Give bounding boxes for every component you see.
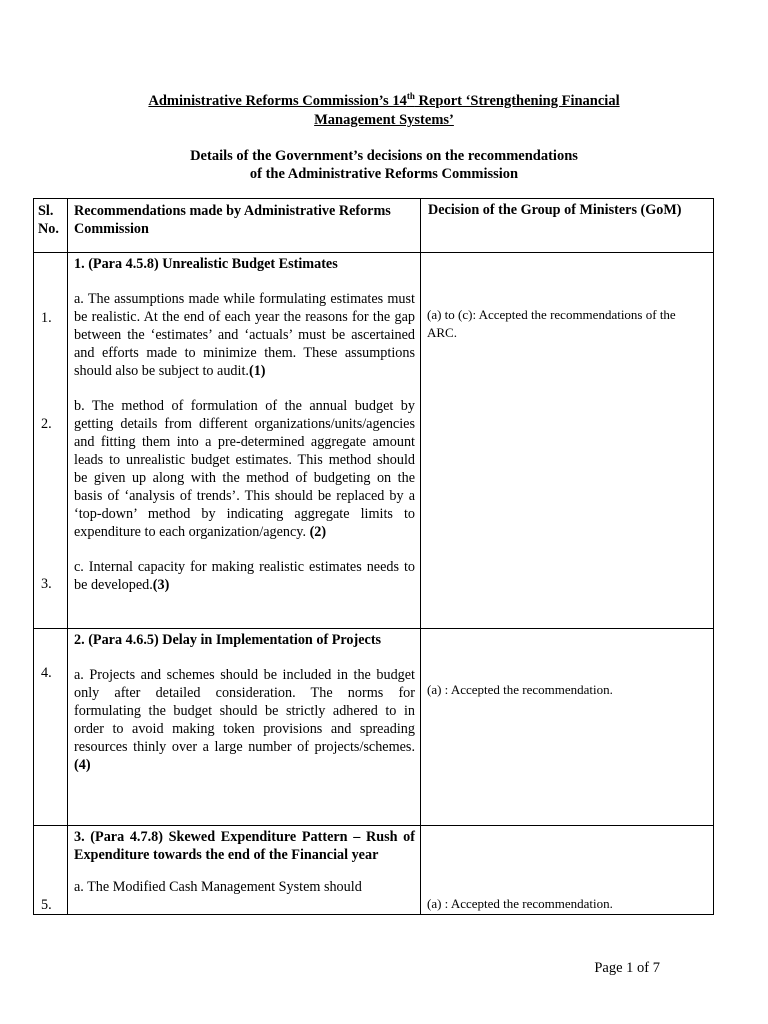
page-number: Page 1 of 7 [594, 960, 660, 976]
sl-no: 3. [41, 576, 52, 592]
table-header-row [34, 199, 714, 253]
recommendation-cell [68, 253, 421, 629]
sl-no: 1. [41, 310, 52, 326]
sl-no-cell [34, 253, 68, 629]
header-sl-no: Sl. No. [34, 199, 68, 253]
recommendation-text: b. The method of formulation of the annual budget by getting details from different organizations/units/agencies and fitting them into a pre-determined aggregate amount leads to unrealistic budget estimates. This method should be given up along with the method of budgeting on the basis of ‘analysis of trends’. This should be replaced by a ‘top-down’ method by indicating aggregate limits to expenditure to each organization/agency. (2) [74, 398, 415, 540]
section-heading: 3. (Para 4.7.8) Skewed Expenditure Pattern – Rush of Expenditure towards the end of the Financial year [74, 829, 415, 863]
recommendation-text: a. The Modified Cash Management System should [74, 879, 362, 895]
decision-cell [421, 253, 714, 629]
section-heading: 2. (Para 4.6.5) Delay in Implementation of Projects [74, 632, 382, 648]
title-line-2: Management Systems’ [314, 112, 454, 128]
recommendation-text: a. Projects and schemes should be included in the budget only after detailed consideration. The norms for formulating the budget should be strictly adhered to in order to avoid making token provisions and spreading resources thinly over a large number of projects/schemes.(4) [74, 667, 415, 773]
sl-no: 4. [41, 665, 52, 681]
table-row [34, 826, 714, 915]
decision-text: (a) : Accepted the recommendation. [427, 896, 613, 911]
header-recommendations: Recommendations made by Administrative Reforms Commission [68, 199, 421, 253]
recommendation-text: c. Internal capacity for making realistic estimates needs to be developed.(3) [74, 559, 415, 593]
recommendation-cell [68, 629, 421, 826]
recommendations-table [33, 198, 714, 915]
sl-no: 5. [41, 897, 52, 913]
header-decision: Decision of the Group of Ministers (GoM) [421, 199, 714, 253]
decision-text: (a) : Accepted the recommendation. [427, 682, 613, 697]
decision-text: (a) to (c): Accepted the recommendations of the ARC. [427, 307, 676, 340]
subtitle-line-1: Details of the Government’s decisions on the recommendations [190, 148, 578, 164]
sl-no-cell [34, 826, 68, 915]
recommendation-text: a. The assumptions made while formulating estimates must be realistic. At the end of each year the reasons for the gap between the ‘estimates’ and ‘actuals’ must be ascertained and efforts made to minimize them. These assumptions should also be subject to audit.(1) [74, 291, 415, 379]
title-text-rest: Report ‘Strengthening Financial [414, 93, 620, 109]
decision-cell [421, 629, 714, 826]
decision-cell [421, 826, 714, 915]
document-subtitle [110, 147, 658, 183]
subtitle-line-2: of the Administrative Reforms Commission [249, 166, 519, 182]
sl-no-cell [34, 629, 68, 826]
sl-no: 2. [41, 416, 52, 432]
table-row [34, 629, 714, 826]
title-text: Administrative Reforms Commission’s 14 [148, 93, 407, 109]
document-title [120, 92, 648, 130]
section-heading: 1. (Para 4.5.8) Unrealistic Budget Estimates [74, 256, 338, 272]
table-row [34, 253, 714, 629]
recommendation-cell [68, 826, 421, 915]
title-superscript: th [406, 91, 415, 102]
